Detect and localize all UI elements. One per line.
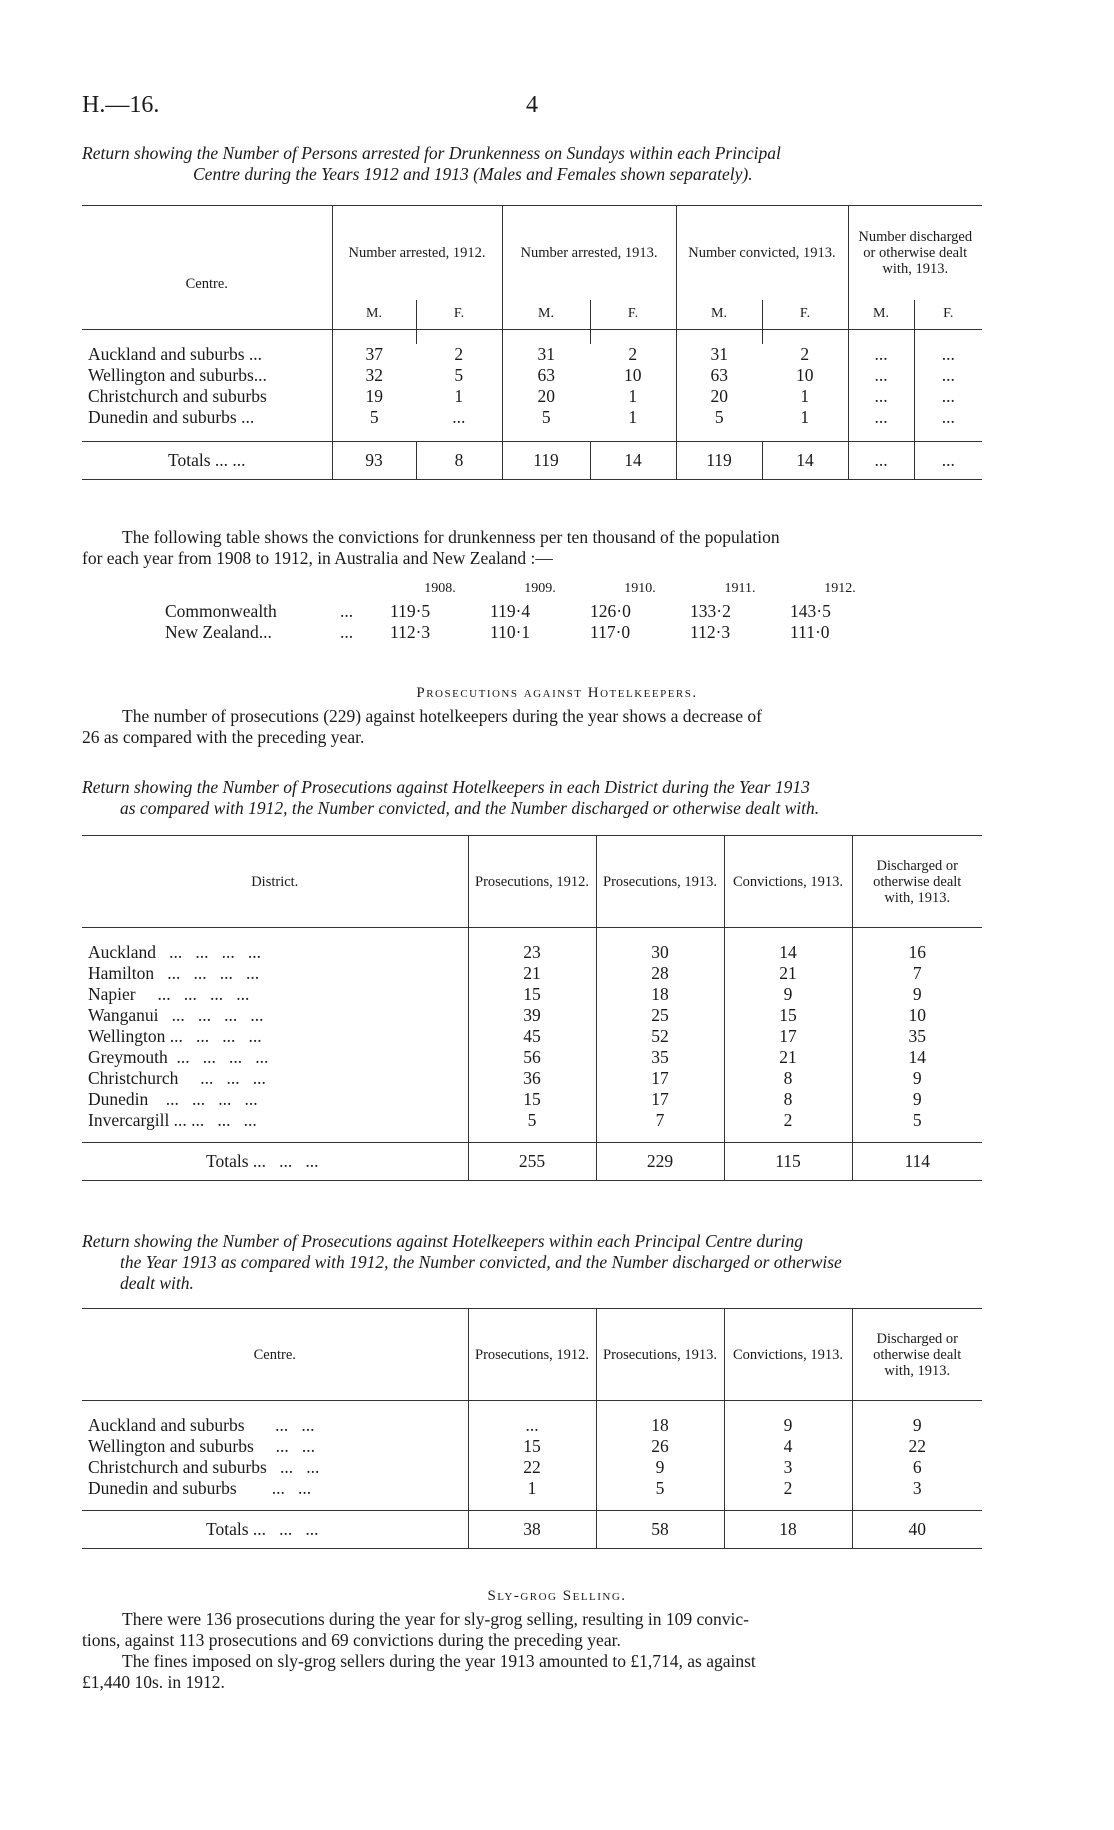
table-cell: 25 [596,1005,724,1026]
leader-dots: ... [340,601,354,621]
table1-sub-f: F. [762,300,848,330]
table-row [82,407,982,428]
table-cell: 28 [596,963,724,984]
table-cell: 119·5 [390,601,431,621]
table-row [82,386,982,407]
table-cell: 9 [852,984,982,1005]
table-cell: 15 [468,984,596,1005]
table-row [82,1026,982,1047]
table-cell: ... [848,344,914,365]
table-row [82,1068,982,1089]
table-cell: 143·5 [790,601,831,621]
table-cell: 63 [676,365,762,386]
row-label: Dunedin and suburbs ... [88,406,255,427]
table1-sub-f: F. [914,300,982,330]
table-cell: 2 [724,1110,852,1131]
slygrog-para1-line2: tions, against 113 prosecutions and 69 convictions during the preceding year. [82,1630,621,1650]
table2-caption-line1: Return showing the Number of Prosecutions against Hotelkeepers in each District during the Year 1913 [82,777,810,797]
row-label: Dunedin and suburbs ... ... [88,1477,312,1498]
table-cell: 1 [800,406,810,427]
table-cell: 56 [468,1047,596,1068]
total-cell: 8 [416,442,502,480]
table-cell: 6 [852,1457,982,1478]
totals-label: Totals ... ... ... [206,1151,319,1171]
table-cell: 36 [468,1068,596,1089]
table-cell: 112·3 [390,622,431,642]
table-cell: 9 [596,1457,724,1478]
table-cell: 5 [852,1110,982,1131]
row-label: Dunedin ... ... ... ... [88,1088,258,1109]
convictions-para-line2: for each year from 1908 to 1912, in Australia and New Zealand :— [82,548,553,568]
totals-row [82,1511,982,1549]
table-cell: 9 [852,1415,982,1436]
table-cell: 22 [468,1457,596,1478]
table-cell: 133·2 [690,601,731,621]
table-cell: 110·1 [490,622,531,642]
table-cell: 20 [502,386,590,407]
table2-caption-line2: as compared with 1912, the Number convicted, and the Number discharged or otherwise dealt with. [120,798,820,818]
table2-prosecutions-by-district [82,835,982,1181]
table-cell: 3 [724,1457,852,1478]
table-cell: ... [848,407,914,428]
convictions-para-line1: The following table shows the convictions for drunkenness per ten thousand of the population [122,527,780,547]
table1-head-arrested-1912: Number arrested, 1912. [332,206,502,300]
row-label: Christchurch ... ... ... [88,1067,266,1088]
table-cell: 26 [596,1436,724,1457]
table-cell: ... [848,386,914,407]
table-cell: 15 [468,1436,596,1457]
table-row [82,1415,982,1436]
row-label: Greymouth ... ... ... ... [88,1046,269,1067]
convictions-per-population-table [165,577,890,643]
prosecutions-para-line1: The number of prosecutions (229) against hotelkeepers during the year shows a decrease of [122,706,762,726]
totals-row [82,442,982,480]
table-cell: 17 [724,1026,852,1047]
total-cell: 119 [676,442,762,480]
table-cell: 3 [852,1478,982,1499]
table-row [82,1110,982,1131]
table1-caption-line2: Centre during the Years 1912 and 1913 (Males and Females shown separately). [193,164,753,184]
table3-prosecutions-by-centre [82,1308,982,1549]
table-cell: 111·0 [790,622,830,642]
total-cell: 93 [332,442,416,480]
table2-head-pros-1913: Prosecutions, 1913. [596,836,724,928]
table-cell: 30 [596,942,724,963]
table-cell: 7 [852,963,982,984]
table-cell: 10 [852,1005,982,1026]
table3-head-disc-1913: Discharged or otherwise dealt with, 1913. [852,1309,982,1401]
total-cell: 255 [468,1143,596,1181]
table-cell: 21 [724,963,852,984]
table-row [82,984,982,1005]
total-cell: 40 [852,1511,982,1549]
slygrog-para1-line1: There were 136 prosecutions during the year for sly-grog selling, resulting in 109 convic- [122,1609,749,1629]
totals-row [82,1143,982,1181]
table2-head-district: District. [251,873,299,890]
table-cell: 52 [596,1026,724,1047]
table-cell: 9 [852,1089,982,1110]
table-cell: 9 [724,1415,852,1436]
table1-caption-line1: Return showing the Number of Persons arrested for Drunkenness on Sundays within each Principal [82,143,781,163]
total-cell: 114 [852,1143,982,1181]
table-cell: 112·3 [690,622,731,642]
table-cell: 119·4 [490,601,531,621]
table3-caption-line2: the Year 1913 as compared with 1912, the Number convicted, and the Number discharged or otherwise [120,1252,842,1272]
table-cell: 17 [596,1089,724,1110]
table-cell: 16 [852,942,982,963]
row-label: Invercargill ... ... ... ... [88,1109,257,1130]
row-label: Napier ... ... ... ... [88,983,250,1004]
row-label: Wellington ... ... ... ... [88,1025,262,1046]
table-cell: 117·0 [590,622,631,642]
table-cell: 5 [454,364,464,385]
table-cell: 21 [724,1047,852,1068]
row-label: Hamilton ... ... ... ... [88,962,260,983]
slygrog-para2-line2: £1,440 10s. in 1912. [82,1672,225,1692]
table-cell: 10 [624,364,642,385]
row-label: Auckland and suburbs ... ... [88,1414,315,1435]
table-cell: 17 [596,1068,724,1089]
table-cell: 2 [800,343,810,364]
table-cell: 21 [468,963,596,984]
table1-head-convicted-1913: Number convicted, 1913. [676,206,848,300]
table-cell: 31 [502,344,590,365]
table-cell: 20 [676,386,762,407]
row-label: Commonwealth [165,601,277,621]
row-label: Wanganui ... ... ... ... [88,1004,264,1025]
table-cell: 126·0 [590,601,631,621]
table-cell: 35 [852,1026,982,1047]
total-cell: 38 [468,1511,596,1549]
row-label: Auckland and suburbs ... [88,343,263,364]
year-header: 1910. [624,581,656,596]
table1-sub-m: M. [502,300,590,330]
table-row [82,1457,982,1478]
table-cell: 8 [724,1089,852,1110]
year-header: 1911. [724,581,756,596]
table1-sub-m: M. [676,300,762,330]
row-label: New Zealand... [165,622,272,642]
row-label: Wellington and suburbs ... ... [88,1435,316,1456]
table-row [82,1047,982,1068]
table-row [82,1005,982,1026]
table-cell: 23 [468,942,596,963]
totals-label: Totals ... ... ... [206,1519,319,1539]
table-cell: 63 [502,365,590,386]
table3-head-conv-1913: Convictions, 1913. [724,1309,852,1401]
table-cell: 7 [596,1110,724,1131]
table-cell: 2 [724,1478,852,1499]
table3-caption-line3: dealt with. [120,1273,194,1293]
table-cell: 18 [596,1415,724,1436]
page-number: 4 [526,92,538,118]
table-cell: ... [914,386,982,407]
table-cell: 1 [800,385,810,406]
table-cell: 32 [332,365,416,386]
table-cell: 8 [724,1068,852,1089]
table2-head-pros-1912: Prosecutions, 1912. [468,836,596,928]
row-label: Wellington and suburbs... [88,364,267,385]
table-cell: 5 [468,1110,596,1131]
total-cell: 119 [502,442,590,480]
table-row [82,942,982,963]
table-row [82,1089,982,1110]
table1-drunkenness-arrests [82,205,982,480]
prosecutions-heading: Prosecutions against Hotelkeepers. [416,685,698,701]
table3-head-pros-1912: Prosecutions, 1912. [468,1309,596,1401]
table-row [165,622,890,643]
table-cell: 1 [628,385,638,406]
table-cell: 1 [628,406,638,427]
table-cell: 2 [454,343,464,364]
table-cell: 37 [332,344,416,365]
row-label: Auckland ... ... ... ... [88,941,262,962]
table-cell: ... [914,365,982,386]
table-row [82,1436,982,1457]
table-cell: 1 [454,385,464,406]
table2-head-conv-1913: Convictions, 1913. [724,836,852,928]
total-cell: ... [848,442,914,480]
table3-head-pros-1913: Prosecutions, 1913. [596,1309,724,1401]
table-row [82,365,982,386]
totals-label: Totals ... ... [167,450,246,470]
table-row [82,1478,982,1499]
table3-head-centre: Centre. [253,1346,296,1363]
table-row [82,963,982,984]
document-reference: H.—16. [82,92,160,118]
total-cell: 18 [724,1511,852,1549]
row-label: Christchurch and suburbs [88,385,267,406]
total-cell: 58 [596,1511,724,1549]
table-cell: 31 [676,344,762,365]
table-cell: 45 [468,1026,596,1047]
table-cell: 9 [724,984,852,1005]
table-cell: 18 [596,984,724,1005]
table-cell: 5 [332,407,416,428]
table1-sub-m: M. [332,300,416,330]
total-cell: 115 [724,1143,852,1181]
row-label: Christchurch and suburbs ... ... [88,1456,320,1477]
total-cell: ... [914,442,982,480]
table-cell: ... [914,407,982,428]
table-cell: ... [452,406,466,427]
table1-sub-f: F. [590,300,676,330]
table-row [165,601,890,622]
total-cell: 14 [762,442,848,480]
table2-head-disc-1913: Discharged or otherwise dealt with, 1913. [852,836,982,928]
table-cell: 9 [852,1068,982,1089]
table-cell: 4 [724,1436,852,1457]
table-cell: ... [848,365,914,386]
table1-head-arrested-1913: Number arrested, 1913. [502,206,676,300]
table-cell: 5 [676,407,762,428]
year-header: 1912. [824,581,856,596]
slygrog-para2-line1: The fines imposed on sly-grog sellers during the year 1913 amounted to £1,714, as against [122,1651,756,1671]
total-cell: 14 [590,442,676,480]
leader-dots: ... [340,622,354,642]
table-cell: 10 [796,364,814,385]
table-cell: 14 [852,1047,982,1068]
total-cell: 229 [596,1143,724,1181]
table-cell: ... [468,1415,596,1436]
table3-caption-line1: Return showing the Number of Prosecutions against Hotelkeepers within each Principal Centre during [82,1231,803,1251]
table1-sub-f: F. [416,300,502,330]
table-cell: 1 [468,1478,596,1499]
table1-head-centre: Centre. [185,275,228,292]
slygrog-heading: Sly-grog Selling. [487,1588,627,1604]
prosecutions-para-line2: 26 as compared with the preceding year. [82,727,365,747]
table-cell: ... [914,344,982,365]
table-cell: 35 [596,1047,724,1068]
table-cell: 15 [724,1005,852,1026]
table-cell: 2 [628,343,638,364]
table1-head-discharged-1913: Number discharged or otherwise dealt with, 1913. [848,206,982,300]
table-cell: 14 [724,942,852,963]
year-header: 1909. [524,581,556,596]
table-cell: 5 [502,407,590,428]
table-cell: 19 [332,386,416,407]
year-header: 1908. [424,581,456,596]
table-cell: 22 [852,1436,982,1457]
table-cell: 39 [468,1005,596,1026]
table-row [82,344,982,365]
table-cell: 5 [596,1478,724,1499]
table1-sub-m: M. [848,300,914,330]
table-cell: 15 [468,1089,596,1110]
